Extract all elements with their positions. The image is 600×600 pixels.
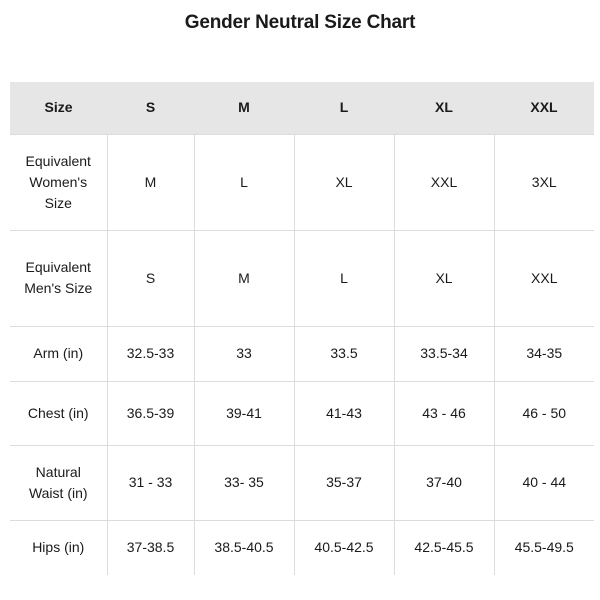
table-cell: 33.5 — [294, 326, 394, 381]
table-cell: XXL — [494, 230, 594, 326]
table-row-hips — [10, 520, 594, 575]
table-cell: 38.5-40.5 — [194, 520, 294, 575]
table-cell: M — [194, 230, 294, 326]
table-cell: XL — [294, 134, 394, 230]
table-cell: 45.5-49.5 — [494, 520, 594, 575]
table-cell: 46 - 50 — [494, 381, 594, 445]
table-row-mens-size — [10, 230, 594, 326]
table-row-arm — [10, 326, 594, 381]
row-label — [10, 445, 107, 520]
row-label — [10, 381, 107, 445]
row-label — [10, 230, 107, 326]
header-cell-s: S — [145, 99, 156, 116]
table-cell: 40.5-42.5 — [294, 520, 394, 575]
row-label-text: Natural Waist (in) — [28, 463, 88, 501]
table-row-chest — [10, 381, 594, 445]
table-cell: 36.5-39 — [107, 381, 194, 445]
table-cell: 42.5-45.5 — [394, 520, 494, 575]
table-cell: 37-38.5 — [107, 520, 194, 575]
row-label-text: Arm (in) — [33, 345, 84, 361]
table-cell: 32.5-33 — [107, 326, 194, 381]
row-label-text: Equivalent Men's Size — [24, 259, 93, 296]
row-label-text: Chest (in) — [27, 404, 89, 421]
header-cell-m: M — [238, 99, 250, 116]
table-row-womens-size — [10, 134, 594, 230]
row-label-text: Equivalent Women's Size — [25, 152, 91, 211]
page-title: Gender Neutral Size Chart — [184, 12, 416, 33]
row-label-text: Hips (in) — [32, 539, 85, 556]
size-chart-table — [10, 82, 594, 575]
header-cell-size: Size — [44, 99, 73, 116]
table-cell: M — [107, 134, 194, 230]
table-cell: 39-41 — [194, 381, 294, 445]
table-cell: 31 - 33 — [107, 445, 194, 520]
table-cell: 33.5-34 — [394, 326, 494, 381]
row-label — [10, 520, 107, 575]
header-cell-xxl: XXL — [530, 99, 558, 116]
header-cell-xl: XL — [435, 99, 453, 116]
row-label — [10, 134, 107, 230]
table-cell: 41-43 — [294, 381, 394, 445]
row-label — [10, 326, 107, 381]
table-cell: 33 — [194, 326, 294, 381]
table-cell: 43 - 46 — [394, 381, 494, 445]
table-cell: 37-40 — [394, 445, 494, 520]
table-cell: 40 - 44 — [494, 445, 594, 520]
table-cell: S — [107, 230, 194, 326]
table-row-natural-waist — [10, 445, 594, 520]
table-cell: 35-37 — [294, 445, 394, 520]
table-cell: L — [194, 134, 294, 230]
table-cell: 34-35 — [494, 326, 594, 381]
table-cell: 33- 35 — [194, 445, 294, 520]
table-header-row — [10, 82, 594, 134]
table-cell: L — [294, 230, 394, 326]
header-cell-l: L — [339, 99, 349, 116]
table-cell: XL — [394, 230, 494, 326]
table-cell: 3XL — [494, 134, 594, 230]
table-cell: XXL — [394, 134, 494, 230]
